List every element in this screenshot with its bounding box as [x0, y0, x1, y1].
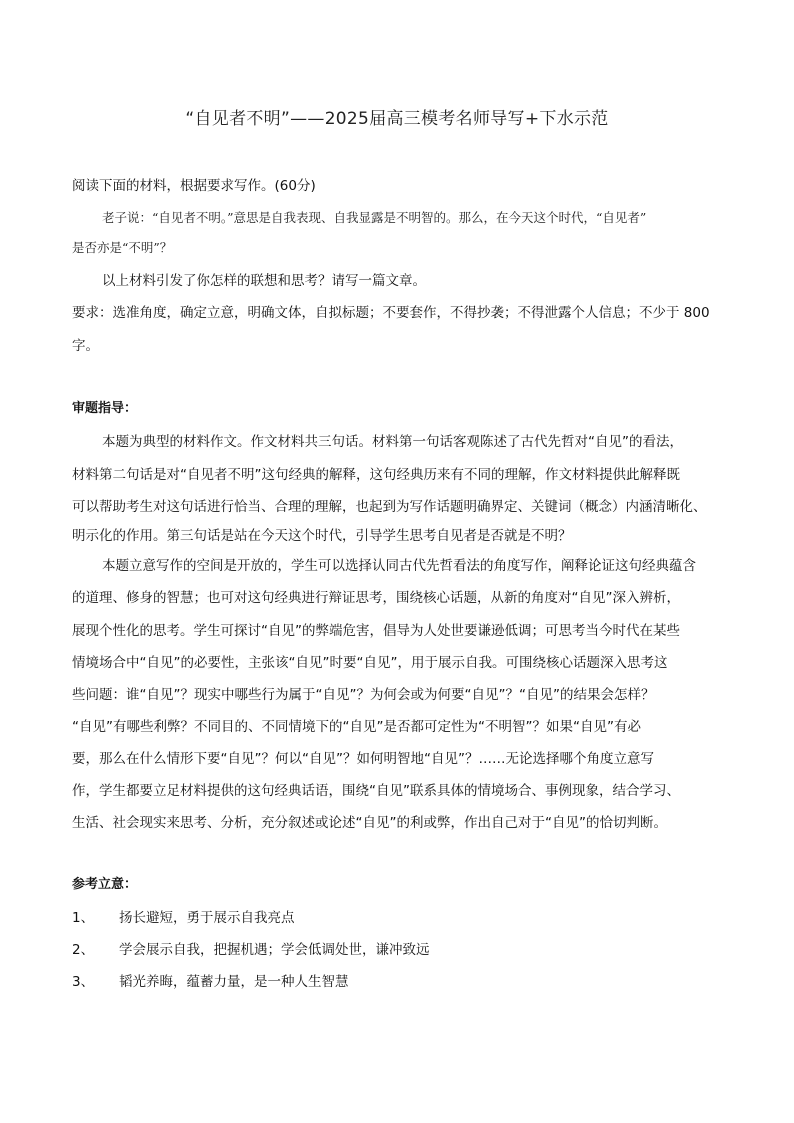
- guide-paragraph-line: 本题为典型的材料作文。作文材料共三句话。材料第一句话客观陈述了古代先哲对“自见”的看法，: [102, 434, 683, 450]
- guide-paragraph-line: “自见”有哪些利弊？不同目的、不同情境下的“自见”是否都可定性为“不明智”？如果“自见”有必: [72, 719, 641, 735]
- reference-item-text: 韬光养晦，蕴蓄力量，是一种人生智慧: [119, 974, 349, 990]
- reference-heading: 参考立意：: [72, 877, 138, 892]
- reference-item-text: 扬长避短，勇于展示自我亮点: [119, 910, 295, 926]
- guide-paragraph-line: 情境场合中“自见”的必要性，主张该“自见”时要“自见”，用于展示自我。可围绕核心话题深入思考这: [72, 655, 668, 671]
- guide-paragraph-line: 生活、社会现实来思考、分析，充分叙述或论述“自见”的利或弊，作出自己对于“自见”的恰切判断。: [72, 815, 667, 831]
- guide-heading: 审题指导：: [72, 401, 138, 416]
- document-title: “自见者不明”——2025届高三模考名师导写+下水示范: [185, 109, 609, 129]
- guide-paragraph-line: 些问题：谁“自见”？现实中哪些行为属于“自见”？为何会或为何要“自见”？“自见”的结果会怎样？: [72, 687, 655, 703]
- reference-item-text: 学会展示自我，把握机遇；学会低调处世，谦冲致远: [119, 942, 430, 958]
- guide-paragraph-line: 要，那么在什么情形下要“自见”？何以“自见”？如何明智地“自见”？……无论选择哪个角度立意写: [72, 751, 654, 767]
- guide-paragraph-line: 的道理、修身的智慧；也可对这句经典进行辩证思考，围绕核心话题，从新的角度对“自见”深入辨析，: [72, 590, 680, 606]
- requirements-line-1: 要求：选准角度，确定立意，明确文体，自拟标题；不要套作，不得抄袭；不得泄露个人信息；不少于 800: [72, 305, 710, 321]
- material-text-line-2: 是否亦是“不明”？: [72, 240, 173, 255]
- reference-item-number: 1、: [72, 910, 95, 926]
- guide-paragraph-line: 作，学生都要立足材料提供的这句经典话语，围绕“自见”联系具体的情境场合、事例现象，结合学习、: [72, 783, 680, 799]
- guide-paragraph-line: 明示化的作用。第三句话是站在今天这个时代，引导学生思考自见者是否就是不明？: [72, 528, 572, 544]
- guide-paragraph-line: 材料第二句话是对“自见者不明”这句经典的解释，这句经典历来有不同的理解，作文材料提供此解释既: [72, 467, 680, 483]
- prompt-intro: 阅读下面的材料，根据要求写作。(60分): [72, 178, 316, 194]
- guide-paragraph-line: 展现个性化的思考。学生可探讨“自见”的弊端危害，倡导为人处世要谦逊低调；可思考当今时代在某些: [72, 623, 680, 639]
- reference-item-number: 3、: [72, 974, 95, 990]
- material-text-line-1: 老子说：“自见者不明。”意思是自我表现、自我显露是不明智的。那么，在今天这个时代，“自见者”: [102, 210, 647, 225]
- guide-paragraph-line: 可以帮助考生对这句话进行恰当、合理的理解，也起到为写作话题明确界定、关键词（概念）内涵清晰化、: [72, 499, 707, 515]
- guide-paragraph-line: 本题立意写作的空间是开放的，学生可以选择认同古代先哲看法的角度写作，阐释论证这句经典蕴含: [102, 558, 696, 574]
- reference-item-number: 2、: [72, 942, 95, 958]
- writing-task: 以上材料引发了你怎样的联想和思考？请写一篇文章。: [102, 273, 426, 289]
- requirements-line-2: 字。: [72, 338, 99, 354]
